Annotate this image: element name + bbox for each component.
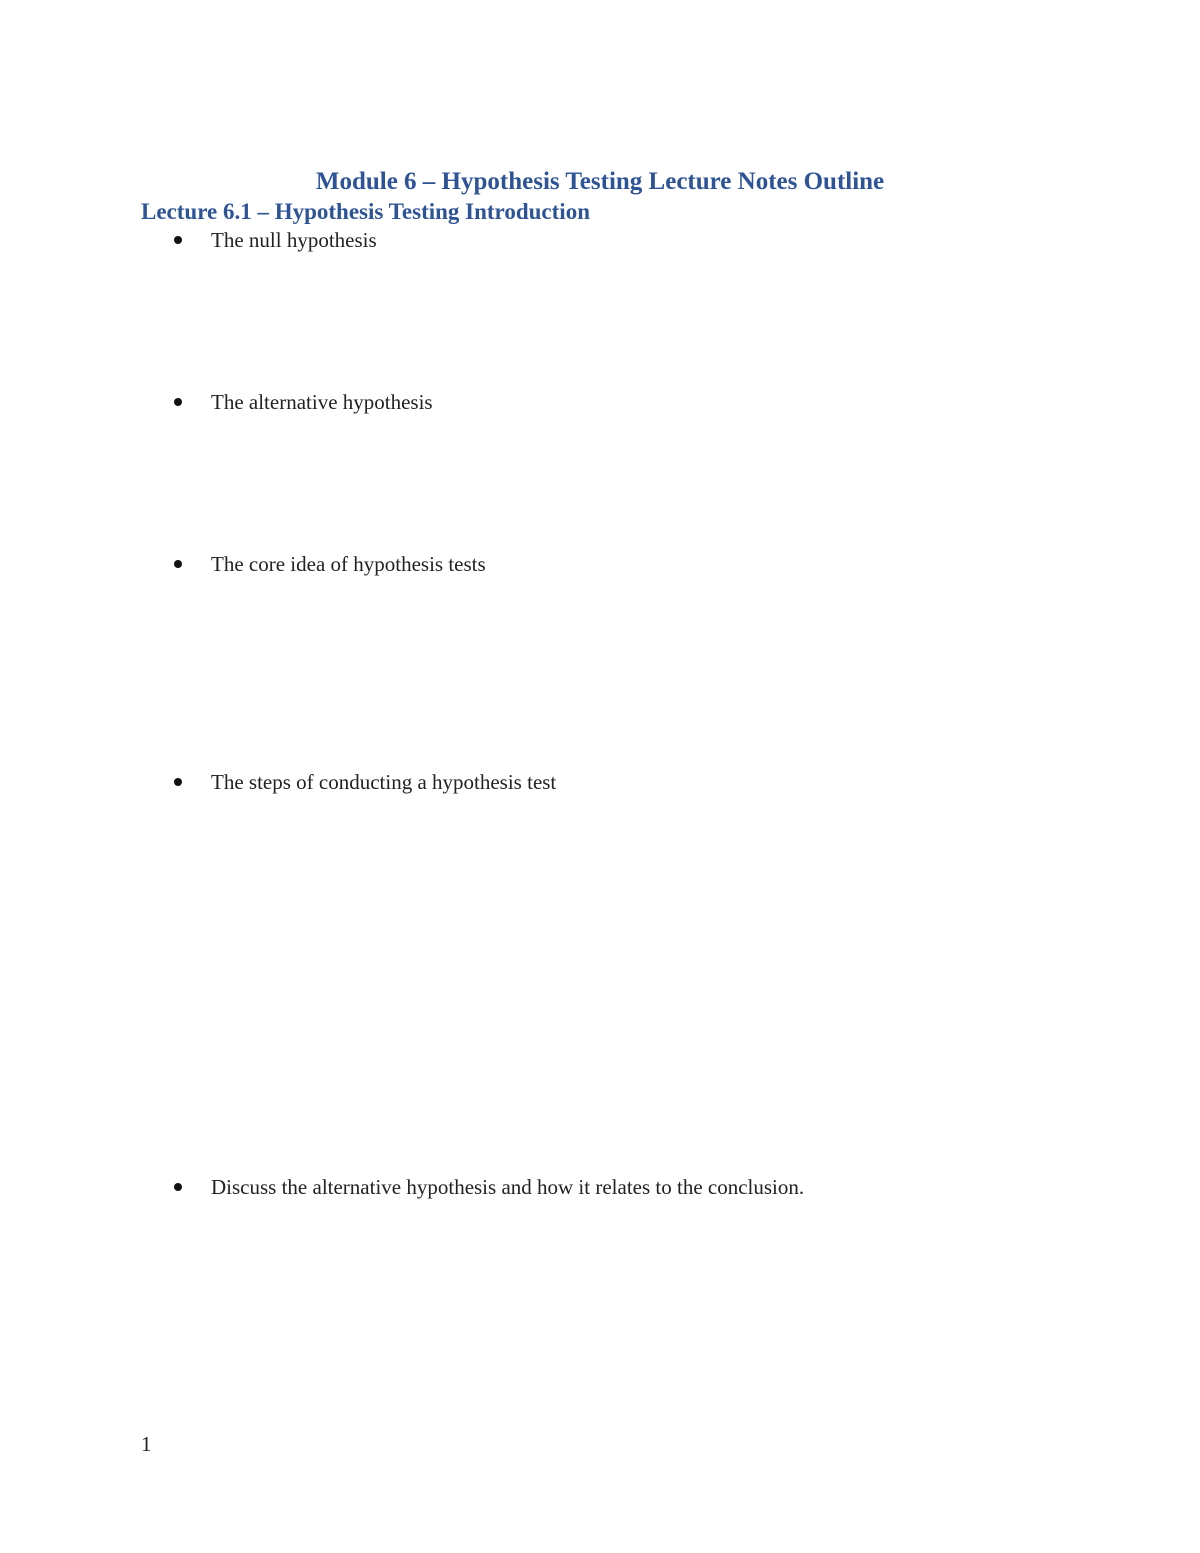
page-title: Module 6 – Hypothesis Testing Lecture Notes Outline [315, 168, 885, 195]
bullet-icon [174, 236, 182, 244]
list-item-text: Discuss the alternative hypothesis and how it relates to the conclusion. [211, 1175, 805, 1199]
list-item [174, 550, 486, 578]
list-item-text: The core idea of hypothesis tests [211, 552, 486, 576]
bullet-icon [174, 560, 182, 568]
list-item-text: The alternative hypothesis [211, 390, 433, 414]
bullet-icon [174, 778, 182, 786]
section-heading: Lecture 6.1 – Hypothesis Testing Introduction [141, 199, 590, 224]
bullet-icon [174, 1183, 182, 1191]
list-item [174, 1173, 804, 1201]
list-item [174, 388, 433, 416]
list-item-text: The steps of conducting a hypothesis test [211, 770, 557, 794]
list-item [174, 768, 556, 796]
list-item-text: The null hypothesis [211, 228, 377, 252]
bullet-icon [174, 398, 182, 406]
page-number: 1 [141, 1432, 152, 1456]
list-item [174, 226, 377, 254]
